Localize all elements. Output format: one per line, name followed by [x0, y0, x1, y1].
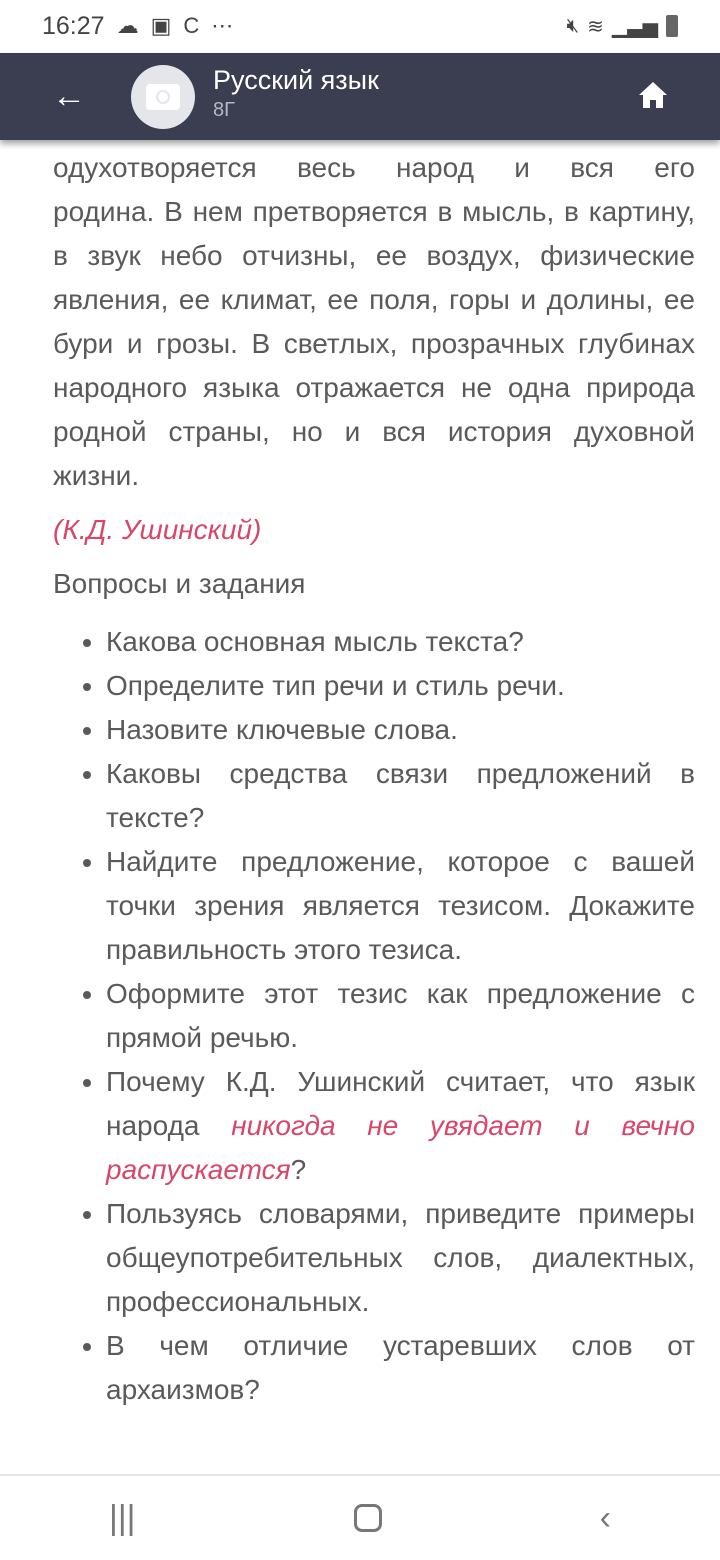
list-item: • Найдите предложение, которое с вашей точки зрения является тезисом. Докажите правильность этого тезиса.	[106, 840, 695, 972]
cloud-upload-icon: ☁	[116, 13, 139, 38]
paragraph: родина. В нем претворяется в мысль, в картину, в звук небо отчизны, ее воздух, физические явления, ее климат, ее поля, горы и долины, ее бури и грозы. В светлых, прозрачных глубинах народного языка отражается не одна природа родной страны, но и вся история духовной жизни.	[53, 196, 695, 491]
questions-list	[53, 620, 695, 1412]
clipped-line: одухотворяется весь народ и вся его	[53, 152, 695, 183]
page-title: Русский язык	[213, 65, 379, 95]
clock: 16:27	[42, 11, 105, 40]
author: (К.Д. Ушинский)	[53, 514, 262, 545]
app-header	[0, 53, 720, 140]
wifi-icon: ≋	[587, 15, 604, 38]
list-item	[106, 1060, 695, 1192]
signal-icon: ▁▃▅	[611, 15, 658, 38]
recent-apps-icon[interactable]: |||	[109, 1498, 136, 1537]
home-nav-icon[interactable]	[354, 1504, 382, 1532]
q7-end: ?	[290, 1154, 307, 1185]
mute-icon: 🔇︎	[566, 14, 580, 37]
q7-text: Почему К.Д. Ушинский считает, что язык народа	[106, 1066, 695, 1141]
list-item: • В чем отличие устаревших слов от архаизмов?	[106, 1324, 695, 1412]
list-item: • Какова основная мысль текста?	[106, 620, 695, 664]
back-arrow-icon[interactable]: ←	[52, 77, 86, 115]
status-bar	[0, 0, 720, 52]
list-item: • Каковы средства связи предложений в тексте?	[106, 752, 695, 840]
system-nav-bar	[0, 1474, 720, 1560]
camera-icon	[146, 84, 180, 110]
questions-heading: Вопросы и задания	[53, 568, 306, 599]
list-item: • Оформите этот тезис как предложение с прямой речью.	[106, 972, 695, 1060]
page-subtitle: 8Г	[213, 99, 235, 121]
avatar[interactable]	[131, 65, 195, 129]
list-item: • Определите тип речи и стиль речи.	[106, 664, 695, 708]
more-icon: ⋯	[211, 13, 234, 38]
image-icon: ▣	[150, 13, 172, 38]
list-item: • Пользуясь словарями, приведите примеры общеупотребительных слов, диалектных, профессиональных.	[106, 1192, 695, 1324]
q7-highlight: никогда не увядает и вечно распускается	[106, 1110, 695, 1185]
list-item: • Назовите ключевые слова.	[106, 708, 695, 752]
back-nav-icon[interactable]: ‹	[599, 1498, 611, 1537]
battery-icon	[666, 15, 678, 37]
c-icon: C	[183, 13, 200, 38]
article-content	[53, 146, 695, 1412]
home-icon[interactable]	[638, 81, 668, 109]
